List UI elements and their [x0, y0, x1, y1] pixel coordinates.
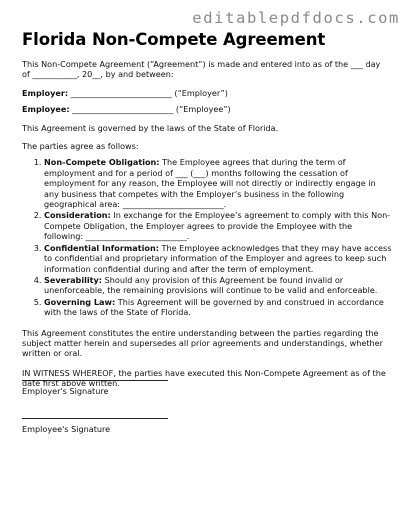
employee-blank: _________________________ (“Employee”) [69, 104, 231, 115]
employee-label: Employee: [22, 104, 70, 115]
employer-signature-block [22, 380, 168, 396]
agree-statement: The parties agree as follows: [22, 141, 139, 152]
term-text: In exchange for the Employee’s agreement to comply with this Non-Compete Obligation, the Employer agrees to provide the Employee with the following: _________________________. [44, 210, 391, 242]
page-title: Florida Non-Compete Agreement [22, 30, 326, 49]
watermark: editablepdfdocs.com [192, 9, 400, 27]
employer-line [22, 88, 392, 98]
term-heading: Non-Compete Obligation: [44, 157, 160, 168]
intro-line-2: of ___________, 20__, by and between: [22, 69, 174, 80]
employee-line [22, 104, 392, 114]
employee-signature-block [22, 418, 168, 434]
employer-signature-line [22, 380, 168, 381]
term-heading: Governing Law: [44, 296, 116, 307]
governing-statement: This Agreement is governed by the laws of the State of Florida. [22, 122, 279, 133]
term-item-severability [44, 275, 392, 296]
term-item-consideration [44, 210, 392, 241]
employer-signature-label: Employer's Signature [22, 386, 109, 396]
term-item-non-compete [44, 157, 392, 209]
witness-paragraph: IN WITNESS WHEREOF, the parties have executed this Non-Compete Agreement as of the date first above written. [22, 367, 386, 389]
employer-blank: _________________________ (“Employer”) [68, 87, 228, 98]
entire-agreement-paragraph: This Agreement constitutes the entire understanding between the parties regarding the subject matter herein and supersedes all prior agreements and understandings, whether written or oral. [22, 327, 383, 359]
intro-paragraph [22, 59, 392, 80]
term-text: The Employee agrees that during the term of employment and for a period of ___ (___) months following the cessation of employment for any reason, the Employee will not directly or indirectly engage in any business that competes with the Employer’s business in the following geographical area: _________________________. [44, 157, 376, 210]
employee-signature-line [22, 418, 168, 419]
terms-list [22, 157, 392, 317]
employer-label: Employer: [22, 87, 69, 98]
term-text: Should any provision of this Agreement be found invalid or unenforceable, the remaining provisions will continue to be valid and enforceable. [44, 274, 378, 296]
term-text: This Agreement will be governed by and construed in accordance with the laws of the State of Florida. [44, 296, 384, 318]
intro-line-1: This Non-Compete Agreement (“Agreement”) is made and entered into as of the ___ day [22, 59, 381, 69]
document-body [22, 59, 392, 389]
term-heading: Severability: [44, 274, 103, 285]
term-item-confidential [44, 243, 392, 274]
term-text: The Employee acknowledges that they may have access to confidential and proprietary information of the Employer and agrees to keep such information confidential during and after the term of employment. [44, 242, 392, 274]
term-heading: Consideration: [44, 210, 111, 221]
term-heading: Confidential Information: [44, 242, 159, 253]
employee-signature-label: Employee's Signature [22, 424, 111, 434]
term-item-governing-law [44, 297, 392, 318]
